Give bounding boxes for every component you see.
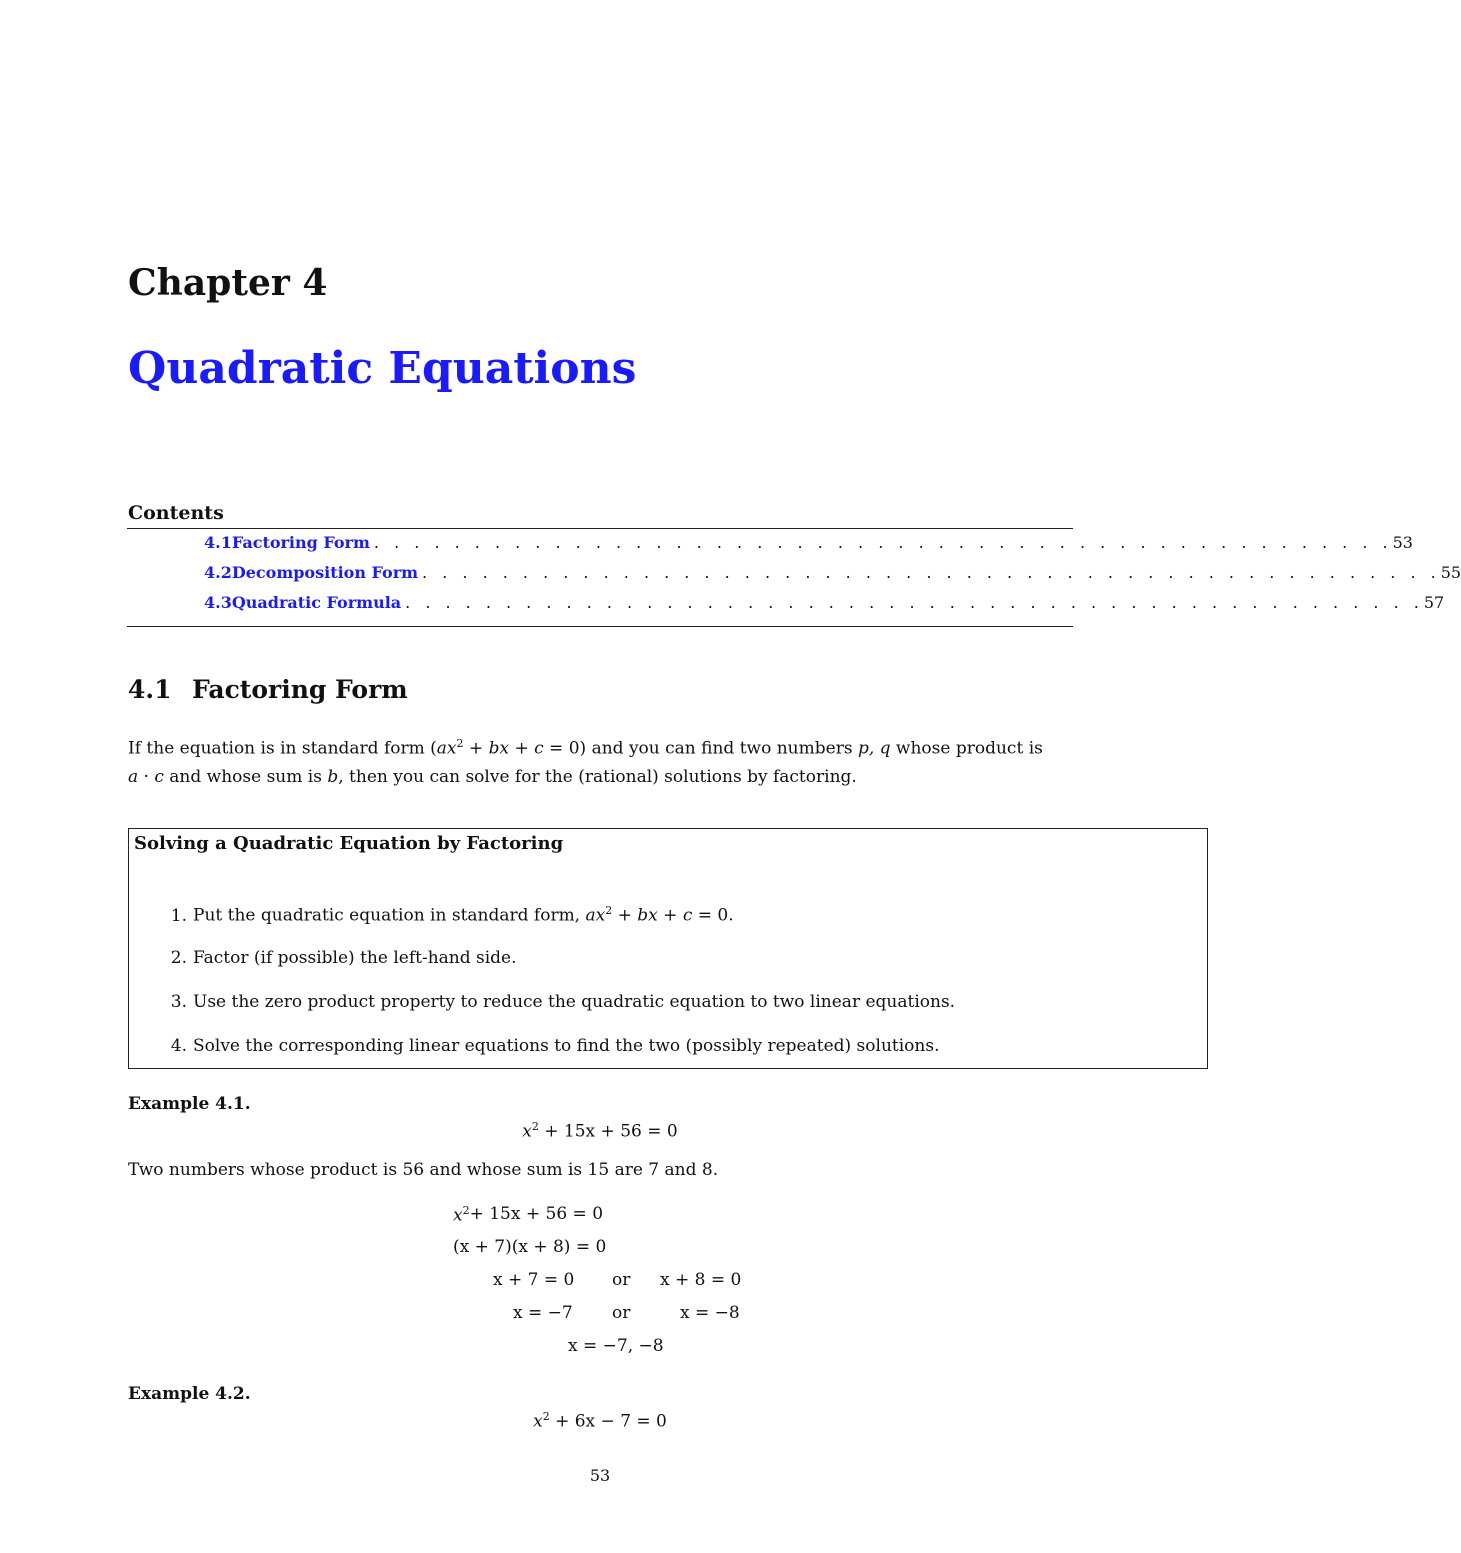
- example-equation: $x^2 + 6x - 7 = 0$: [533, 1410, 667, 1432]
- procedure-step: 3. Use the zero product property to reduce the quadratic equation to two linear equations.: [170, 992, 956, 1012]
- procedure-box: [128, 828, 1208, 1069]
- solution-line: (x + 7)(x + 8) = 0: [453, 1237, 607, 1257]
- section-title: Factoring Form: [192, 675, 408, 704]
- procedure-step: 2. Factor (if possible) the left-hand side.: [170, 948, 517, 968]
- example-label: Example 4.2.: [128, 1384, 251, 1404]
- solution-line: x = −7 or x = −8: [513, 1303, 740, 1323]
- procedure-step: 1. Put the quadratic equation in standard form, $ax^2$ + bx + c = 0.: [170, 904, 734, 926]
- section-number: 4.1: [128, 675, 172, 704]
- toc-entry-quadratic-formula[interactable]: [204, 593, 1445, 621]
- toc-entry-page: 57: [1423, 593, 1445, 612]
- page-number: 53: [589, 1466, 611, 1485]
- procedure-steps: [159, 904, 955, 1080]
- contents-heading: Contents: [128, 502, 224, 524]
- toc-entry-number: 4.1: [204, 533, 232, 552]
- toc-entry-number: 4.2: [204, 563, 232, 582]
- toc-entry-factoring-form[interactable]: [204, 533, 1413, 561]
- toc-entry-title: Factoring Form: [231, 533, 370, 552]
- section-heading: [128, 675, 408, 704]
- procedure-box-title: Solving a Quadratic Equation by Factoring: [134, 833, 564, 854]
- procedure-step: 4. Solve the corresponding linear equations to find the two (possibly repeated) solutions.: [170, 1036, 940, 1056]
- toc-entry-title: Decomposition Form: [231, 563, 419, 582]
- toc-entry-decomposition-form[interactable]: [204, 563, 1461, 591]
- example-explanation: Two numbers whose product is 56 and whose sum is 15 are 7 and 8.: [128, 1160, 719, 1180]
- chapter-title: Quadratic Equations: [128, 343, 637, 394]
- solution-line: $x^2$ + 15x + 56 = 0: [453, 1204, 604, 1226]
- toc-entry-title: Quadratic Formula: [231, 593, 402, 612]
- chapter-label: Chapter 4: [128, 262, 328, 304]
- example-equation: $x^2 + 15x + 56 = 0$: [522, 1120, 678, 1142]
- solution-line: x + 7 = 0 or x + 8 = 0: [493, 1270, 742, 1290]
- toc-dot-leader: . . . . . . . . . . . . . . . . . . . . . . . . . . . . . . . . . . . . . . . . . . . . . . . . . . .: [373, 533, 1393, 552]
- toc-entry-page: 53: [1392, 533, 1413, 552]
- toc-dot-leader: . . . . . . . . . . . . . . . . . . . . . . . . . . . . . . . . . . . . . . . . . . . . . . . . . . .: [422, 563, 1441, 582]
- solution-line: x = −7, −8: [568, 1336, 664, 1356]
- example-label: Example 4.1.: [128, 1094, 251, 1114]
- contents-top-rule: [127, 528, 1073, 529]
- toc-entry-page: 55: [1440, 563, 1461, 582]
- contents-bottom-rule: [127, 626, 1073, 627]
- intro-paragraph: If the equation is in standard form ($ax^2$ + bx + c = 0) and you can find two numbers p, q whose product is a · c and whose sum is b, then you can solve for the (rational) solutions by factoring.: [128, 737, 1043, 787]
- solution-steps: [450, 1204, 770, 1369]
- toc-entry-number: 4.3: [204, 593, 232, 612]
- toc-dot-leader: . . . . . . . . . . . . . . . . . . . . . . . . . . . . . . . . . . . . . . . . . . . . . . . . . . .: [405, 593, 1424, 612]
